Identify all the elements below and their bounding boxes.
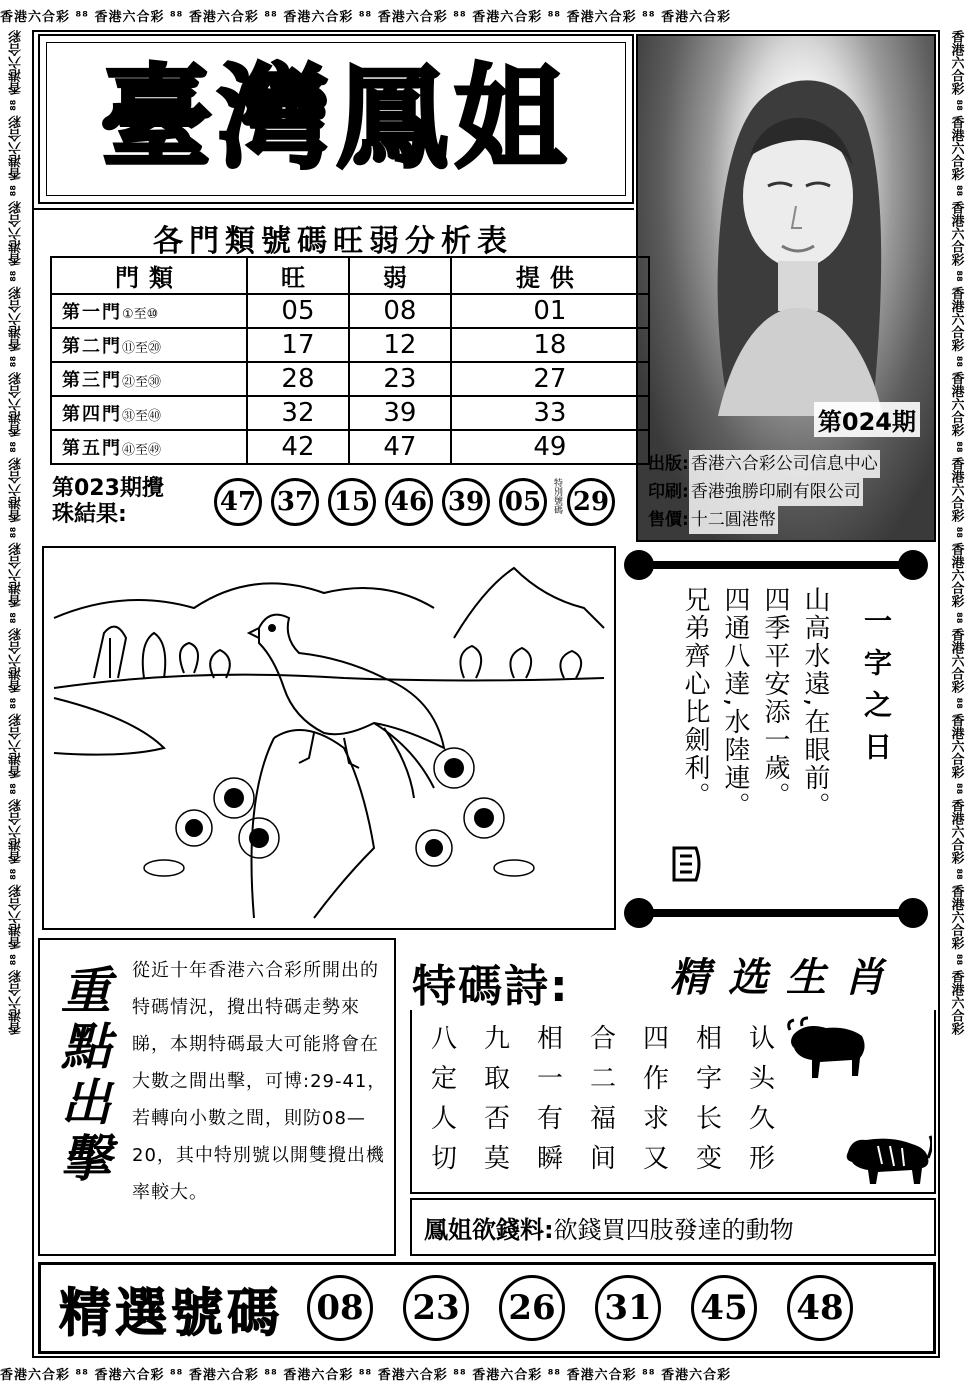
result-ball: 15 xyxy=(328,478,376,526)
print-line xyxy=(648,478,934,506)
issue-number: 第024期 xyxy=(814,402,920,437)
table-row xyxy=(51,396,649,430)
poem-char: 有 xyxy=(536,1104,563,1134)
result-ball: 05 xyxy=(499,478,547,526)
header-door: 門類 xyxy=(51,257,247,294)
riddle-line: 四通八達,水陸連。 xyxy=(720,586,750,821)
money-clue-value: 欲錢買四肢發達的動物 xyxy=(553,1215,794,1244)
riddle-poem xyxy=(636,586,926,902)
offer-cell: 01 xyxy=(451,294,649,328)
scroll-bottom-rod xyxy=(624,898,928,928)
analysis-table xyxy=(50,256,650,465)
poem-char: 合 xyxy=(589,1024,616,1054)
table-row xyxy=(51,430,649,464)
poem-char: 字 xyxy=(695,1064,722,1094)
door-range: ①至⑩ xyxy=(122,307,159,322)
weak-cell: 12 xyxy=(349,328,451,362)
strong-cell: 17 xyxy=(247,328,349,362)
rooster-illustration xyxy=(42,546,616,930)
tiger-icon xyxy=(842,1118,932,1188)
rooster-drawing xyxy=(44,548,614,928)
header-strong: 旺 xyxy=(247,257,349,294)
header-offer: 提供 xyxy=(451,257,649,294)
frame-left-strip xyxy=(0,30,32,1358)
table-row xyxy=(51,328,649,362)
results-label-line2: 珠結果: xyxy=(52,502,127,527)
result-ball: 47 xyxy=(214,478,262,526)
result-ball: 39 xyxy=(442,478,490,526)
poem-char: 认 xyxy=(748,1024,775,1054)
frame-right-text: 香港六合彩 ⁸⁸ 香港六合彩 ⁸⁸ 香港六合彩 ⁸⁸ 香港六合彩 ⁸⁸ 香港六合彩 ⁸⁸ 香港六合彩 ⁸⁸ 香港六合彩 ⁸⁸ 香港六合彩 ⁸⁸ 香港六合彩 ⁸⁸ 香港六合彩 ⁸⁸ 香港六合彩 ⁸⁸ 香港六合彩 xyxy=(948,30,964,1035)
poem-char: 相 xyxy=(695,1024,722,1054)
scroll-rod xyxy=(636,561,916,569)
poem-box xyxy=(410,1010,936,1194)
header-weak: 弱 xyxy=(349,257,451,294)
table-row xyxy=(51,294,649,328)
door-range: ㉛至㊵ xyxy=(122,409,162,424)
poem-char: 相 xyxy=(536,1024,563,1054)
analysis-header-row xyxy=(51,257,649,294)
selected-ball: 23 xyxy=(403,1275,469,1341)
publisher-info xyxy=(648,450,934,534)
draw-results xyxy=(50,474,630,538)
masthead xyxy=(38,34,634,204)
frame-bottom-strip xyxy=(0,1358,972,1388)
money-clue-box xyxy=(410,1198,936,1256)
print-key: 印刷: xyxy=(648,482,689,502)
poem-char: 求 xyxy=(642,1104,669,1134)
riddle-line: 山高水遠,在眼前。 xyxy=(800,586,830,821)
door-name: 第二門 xyxy=(62,336,122,357)
print-value: 香港強勝印刷有限公司 xyxy=(689,478,863,506)
scroll-cap-left xyxy=(624,550,654,580)
publish-line xyxy=(648,450,934,478)
poem-char: 又 xyxy=(642,1144,669,1174)
ox-icon xyxy=(786,1012,872,1082)
poem-grid xyxy=(418,1024,788,1174)
analysis-title: 各門類號碼旺弱分析表 xyxy=(153,224,513,259)
price-line xyxy=(648,506,934,534)
poem-char: 定 xyxy=(430,1064,457,1094)
result-balls xyxy=(214,478,615,526)
offer-cell: 18 xyxy=(451,328,649,362)
poem-char: 四 xyxy=(642,1024,669,1054)
price-value: 十二圓港幣 xyxy=(689,506,778,534)
poem-char: 人 xyxy=(430,1104,457,1134)
special-ball: 29 xyxy=(567,478,615,526)
seal-stamp-icon xyxy=(666,844,706,884)
door-range: ⑪至⑳ xyxy=(122,341,162,356)
frame-top-strip xyxy=(0,0,972,30)
scroll-top-rod xyxy=(624,550,928,580)
door-name: 第五門 xyxy=(62,438,122,459)
masthead-inner-border xyxy=(46,42,626,196)
selected-ball: 45 xyxy=(691,1275,757,1341)
poem-char: 长 xyxy=(695,1104,722,1134)
money-clue-key: 鳳姐欲錢料: xyxy=(424,1215,554,1244)
door-cell xyxy=(51,430,247,464)
poem-char: 莫 xyxy=(483,1144,510,1174)
strong-cell: 28 xyxy=(247,362,349,396)
portrait-image xyxy=(688,46,898,416)
focus-text: 從近十年香港六合彩所開出的特碼情況，攪出特碼走勢來睇，本期特碼最大可能將會在大數之間出擊，可博:29-41，若轉向小數之間，則防08—20，其中特別號以開雙攪出機率較大。 xyxy=(132,960,387,1203)
selected-ball: 48 xyxy=(787,1275,853,1341)
results-label-line1: 第023期攪 xyxy=(52,476,164,501)
selected-ball: 08 xyxy=(307,1275,373,1341)
poem-char: 否 xyxy=(483,1104,510,1134)
focus-strike-box xyxy=(38,938,396,1256)
scroll-cap-right xyxy=(898,898,928,928)
poem-char: 九 xyxy=(483,1024,510,1054)
publish-value: 香港六合彩公司信息中心 xyxy=(689,450,880,478)
result-ball: 46 xyxy=(385,478,433,526)
frame-top-text: 香港六合彩 ⁸⁸ 香港六合彩 ⁸⁸ 香港六合彩 ⁸⁸ 香港六合彩 ⁸⁸ 香港六合彩 ⁸⁸ 香港六合彩 ⁸⁸ 香港六合彩 ⁸⁸ 香港六合彩 xyxy=(0,9,732,25)
strong-cell: 05 xyxy=(247,294,349,328)
weak-cell: 39 xyxy=(349,396,451,430)
publish-key: 出版: xyxy=(648,454,689,474)
strong-cell: 32 xyxy=(247,396,349,430)
strong-cell: 42 xyxy=(247,430,349,464)
door-cell xyxy=(51,396,247,430)
offer-cell: 33 xyxy=(451,396,649,430)
page-title: 臺灣鳳姐 xyxy=(100,54,572,184)
frame-left-text: 香港六合彩 ⁸⁸ 香港六合彩 ⁸⁸ 香港六合彩 ⁸⁸ 香港六合彩 ⁸⁸ 香港六合彩 ⁸⁸ 香港六合彩 ⁸⁸ 香港六合彩 ⁸⁸ 香港六合彩 ⁸⁸ 香港六合彩 ⁸⁸ 香港六合彩 ⁸⁸ 香港六合彩 ⁸⁸ 香港六合彩 xyxy=(8,30,24,1035)
scroll-cap-left xyxy=(624,898,654,928)
riddle-heading: 一字之日 xyxy=(860,606,893,774)
poem-char: 切 xyxy=(430,1144,457,1174)
door-range: ㊶至㊾ xyxy=(122,443,162,458)
selected-ball: 31 xyxy=(595,1275,661,1341)
weak-cell: 08 xyxy=(349,294,451,328)
poem-char: 取 xyxy=(483,1064,510,1094)
offer-cell: 27 xyxy=(451,362,649,396)
offer-cell: 49 xyxy=(451,430,649,464)
riddle-line: 四季平安添一歲。 xyxy=(760,586,790,810)
scroll-rod xyxy=(636,909,916,917)
riddle-line: 兄弟齊心比劍利。 xyxy=(680,586,710,810)
table-row xyxy=(51,362,649,396)
scroll-cap-right xyxy=(898,550,928,580)
analysis-section xyxy=(32,208,634,462)
poem-char: 一 xyxy=(536,1064,563,1094)
poem-char: 间 xyxy=(589,1144,616,1174)
door-cell xyxy=(51,362,247,396)
poem-char: 变 xyxy=(695,1144,722,1174)
frame-right-strip xyxy=(940,30,972,1358)
poem-char: 福 xyxy=(589,1104,616,1134)
price-key: 售價: xyxy=(648,510,689,530)
weak-cell: 23 xyxy=(349,362,451,396)
selected-ball: 26 xyxy=(499,1275,565,1341)
poem-char: 瞬 xyxy=(536,1144,563,1174)
results-label xyxy=(52,476,164,528)
poem-char: 作 xyxy=(642,1064,669,1094)
door-name: 第三門 xyxy=(62,370,122,391)
door-range: ㉑至㉚ xyxy=(122,375,162,390)
selected-balls xyxy=(307,1275,853,1341)
zodiac-label: 精选生肖 xyxy=(670,955,902,1001)
poem-char: 八 xyxy=(430,1024,457,1054)
door-cell xyxy=(51,294,247,328)
poem-char: 二 xyxy=(589,1064,616,1094)
selected-label: 精選號碼 xyxy=(59,1283,284,1344)
poem-char: 久 xyxy=(748,1104,775,1134)
door-cell xyxy=(51,328,247,362)
door-name: 第四門 xyxy=(62,404,122,425)
focus-vertical-title: 重點出擊 xyxy=(53,964,111,1188)
special-number-tag: 特別號碼 xyxy=(552,478,562,514)
result-ball: 37 xyxy=(271,478,319,526)
poem-char: 头 xyxy=(748,1064,775,1094)
frame-bottom-text: 香港六合彩 ⁸⁸ 香港六合彩 ⁸⁸ 香港六合彩 ⁸⁸ 香港六合彩 ⁸⁸ 香港六合彩 ⁸⁸ 香港六合彩 ⁸⁸ 香港六合彩 ⁸⁸ 香港六合彩 xyxy=(0,1367,732,1383)
selected-numbers xyxy=(38,1262,936,1354)
cover-photo-panel xyxy=(636,34,936,542)
poem-title: 特碼詩: xyxy=(412,961,570,1012)
door-name: 第一門 xyxy=(62,302,122,323)
poem-char: 形 xyxy=(748,1144,775,1174)
weak-cell: 47 xyxy=(349,430,451,464)
